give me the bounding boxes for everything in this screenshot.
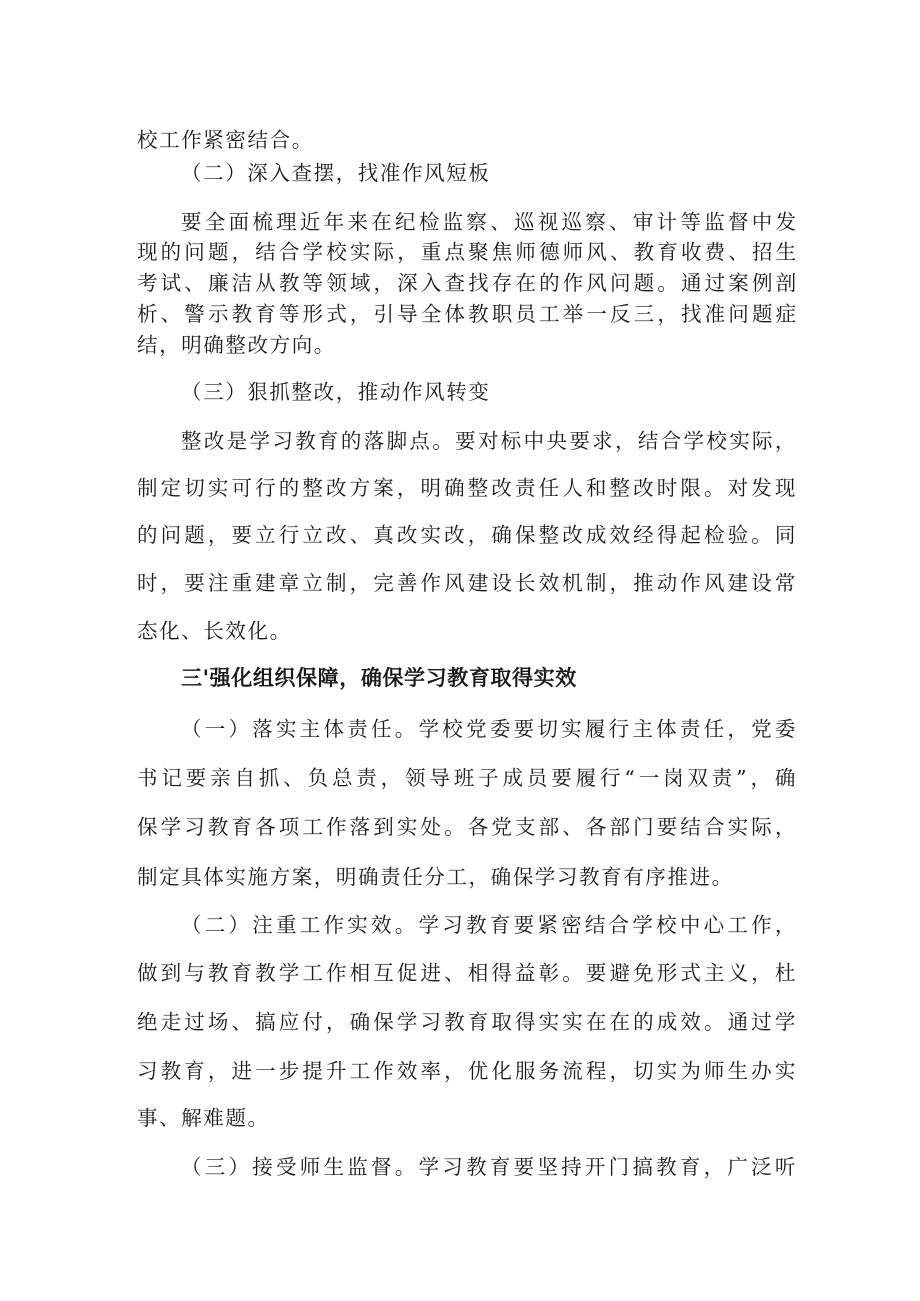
subsection-heading: （三）狠抓整改，推动作风转变 [181,380,491,404]
paragraph-line: （二）注重工作实效。学习教育要紧密结合学校中心工作， [181,913,797,937]
paragraph-line: 制定切实可行的整改方案，明确整改责任人和整改时限。对发现 [137,476,797,500]
paragraph-line: 制定具体实施方案，明确责任分工，确保学习教育有序推进。 [137,865,734,889]
paragraph-line: 的问题，要立行立改、真改实改，确保整改成效经得起检验。同 [137,523,797,547]
paragraph-line: 态化、长效化。 [137,619,292,643]
paragraph-line: 书记要亲自抓、负总责，领导班子成员要履行“一岗双责”，确 [137,766,797,790]
paragraph-line: （一）落实主体责任。学校党委要切实履行主体责任，党委 [181,717,797,741]
paragraph-line: 析、警示教育等形式，引导全体教职员工举一反三，找准问题症 [137,302,797,326]
paragraph-line: 校工作紧密结合。 [137,128,314,152]
paragraph-line: 现的问题，结合学校实际，重点聚焦师德师风、教育收费、招生 [137,240,797,264]
paragraph-line: （三）接受师生监督。学习教育要坚持开门搞教育，广泛听 [181,1155,797,1179]
paragraph-line: 时，要注重建章立制，完善作风建设长效机制，推动作风建设常 [137,571,797,595]
paragraph-line: 绝走过场、搞应付，确保学习教育取得实实在在的成效。通过学 [137,1010,797,1034]
paragraph-line: 结，明确整改方向。 [137,333,336,357]
section-heading: 三'强化组织保障，确保学习教育取得实效 [181,666,577,690]
subsection-heading: （二）深入查摆，找准作风短板 [181,161,491,185]
paragraph-line: 事、解难题。 [137,1106,270,1130]
paragraph-line: 整改是学习教育的落脚点。要对标中央要求，结合学校实际， [181,429,797,453]
paragraph-line: 做到与教育教学工作相互促进、相得益彰。要避免形式主义，杜 [137,961,797,985]
paragraph-line: 习教育，进一步提升工作效率，优化服务流程，切实为师生办实 [137,1059,797,1083]
paragraph-line: 考试、廉洁从教等领域，深入查找存在的作风问题。通过案例剖 [137,271,797,295]
paragraph-line: 要全面梳理近年来在纪检监察、巡视巡察、审计等监督中发 [181,210,797,234]
paragraph-line: 保学习教育各项工作落到实处。各党支部、各部门要结合实际， [137,815,797,839]
